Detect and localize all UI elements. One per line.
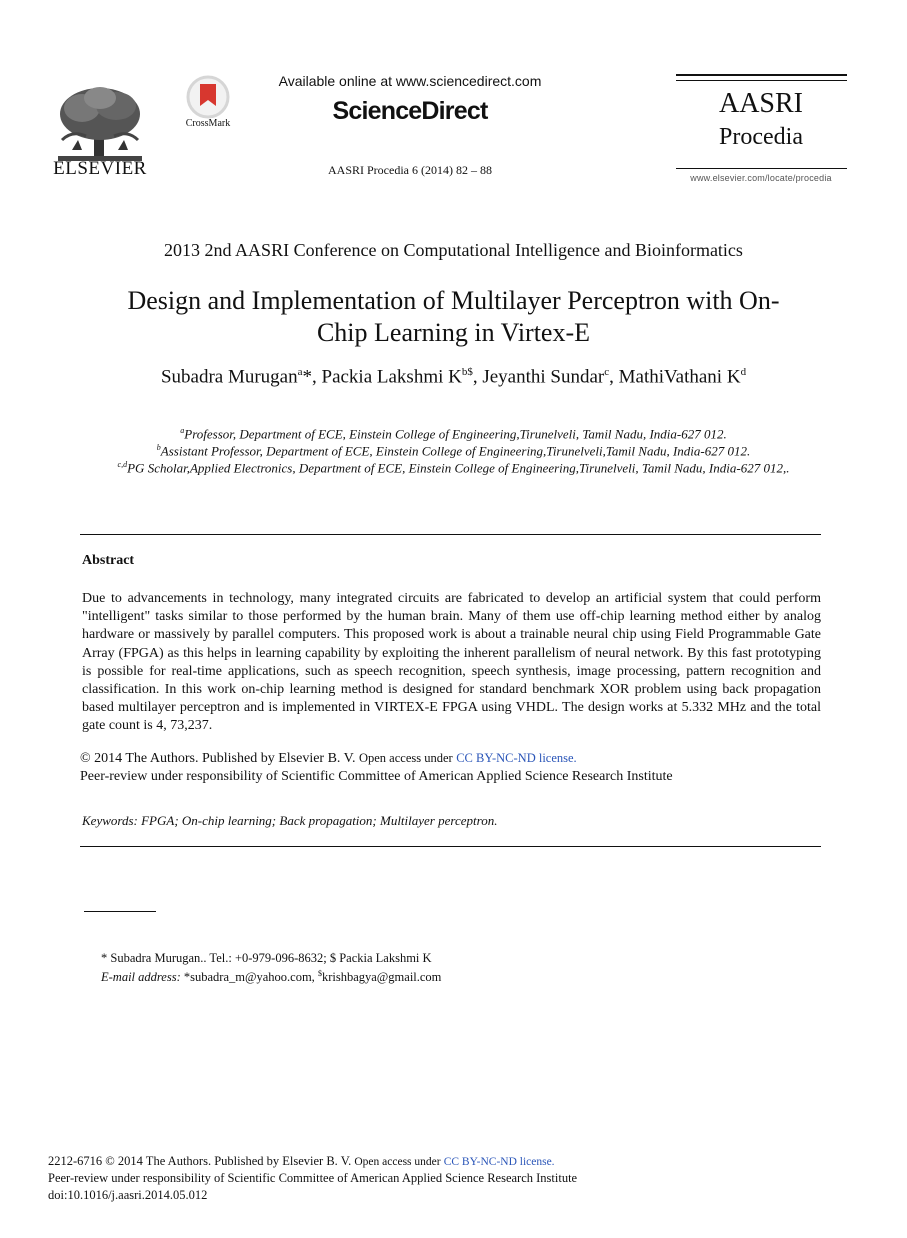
affiliation — [40, 460, 867, 476]
footnote-email — [101, 969, 441, 985]
journal-box-top-rule — [676, 74, 847, 76]
author-affiliation-mark: a — [297, 366, 303, 378]
keywords-text: FPGA; On-chip learning; Back propagation; Multilayer perceptron. — [141, 813, 498, 828]
author-affiliation-mark: b$ — [461, 366, 473, 378]
author-name: Jeyanthi Sundar — [482, 366, 605, 388]
email-address[interactable]: krishbagya@gmail.com — [321, 970, 442, 985]
crossmark-label: CrossMark — [185, 118, 231, 129]
sciencedirect-brand[interactable]: ScienceDirect — [332, 97, 488, 125]
email-mark: $ — [317, 969, 322, 978]
journal-citation: AASRI Procedia 6 (2014) 82 – 88 — [328, 163, 492, 177]
paper-title-line1: Design and Implementation of Multilayer Perceptron with On- — [127, 286, 780, 315]
paper-title-line2: Chip Learning in Virtex-E — [316, 318, 591, 347]
paper-title — [60, 285, 847, 349]
journal-name-line1: AASRI — [718, 88, 803, 119]
keywords-line — [82, 813, 497, 829]
journal-box-bottom-rule — [676, 168, 847, 169]
email-label: E-mail address: — [101, 970, 181, 985]
copyright-line — [80, 751, 577, 767]
license-link[interactable]: CC BY-NC-ND license. — [456, 751, 577, 765]
issn-line — [48, 1154, 555, 1169]
corresponding-mark: * — [302, 366, 312, 388]
issn-text: 2212-6716 © 2014 The Authors. Published by Elsevier B. V. — [48, 1154, 352, 1168]
copyright-text: © 2014 The Authors. Published by Elsevier B. V. — [80, 751, 356, 766]
affiliation — [40, 443, 867, 459]
abstract-heading: Abstract — [82, 553, 135, 568]
author-affiliation-mark: c — [604, 366, 610, 378]
journal-box-top-rule-thin — [676, 80, 847, 81]
affiliation-mark: a — [180, 426, 185, 435]
open-access-text: Open access under — [354, 1156, 441, 1168]
open-access-text: Open access under — [358, 751, 453, 765]
author-name: Packia Lakshmi K — [321, 366, 462, 388]
author-name: Subadra Murugan — [160, 366, 298, 388]
keywords-label: Keywords: — [82, 813, 138, 828]
license-link[interactable]: CC BY-NC-ND license. — [443, 1156, 555, 1168]
abstract-top-rule — [80, 534, 821, 535]
crossmark-icon — [178, 74, 238, 120]
affiliation-text: Assistant Professor, Department of ECE, Einstein College of Engineering,Tirunelveli,Tamil Nadu, India-627 012. — [160, 443, 751, 459]
doi-line[interactable]: doi:10.1016/j.aasri.2014.05.012 — [48, 1188, 208, 1202]
available-online-text: Available online at www.sciencedirect.com — [278, 73, 542, 89]
affiliation-text: Professor, Department of ECE, Einstein College of Engineering,Tirunelveli, Tamil Nadu, India-627 012. — [184, 426, 727, 442]
conference-name: 2013 2nd AASRI Conference on Computational Intelligence and Bioinformatics — [164, 240, 743, 260]
author-name: MathiVathani K — [618, 366, 741, 388]
affiliation — [40, 426, 867, 442]
author-list: Subadra Murugan$^a$*, Packia Lakshmi $K^{b\$}$, Jeyanthi Sundar$^c$, MathiVathani $K^d$ — [160, 366, 747, 388]
peer-review-footer: Peer-review under responsibility of Scientific Committee of American Applied Science Research Institute — [48, 1171, 578, 1185]
affiliation-mark: b — [156, 443, 161, 452]
affiliation-mark: c,d — [117, 460, 128, 469]
journal-name-line2: Procedia — [719, 124, 803, 150]
abstract-bottom-rule — [80, 846, 821, 847]
author-affiliation-mark: d — [740, 366, 747, 378]
peer-review-line: Peer-review under responsibility of Scientific Committee of American Applied Science Research Institute — [80, 769, 673, 784]
footnote-rule — [84, 911, 156, 912]
footnote-contact: * Subadra Murugan.. Tel.: +0-979-096-8632; $ Packia Lakshmi K — [101, 951, 432, 965]
journal-url[interactable]: www.elsevier.com/locate/procedia — [690, 173, 832, 183]
abstract-body: Due to advancements in technology, many integrated circuits are fabricated to develop an artificial system that could perform "intelligent" tasks similar to those performed by the human brain. Many of them use off-chip learning method either by analog hardware or massively by parallel computers. This proposed work is about a trainable neural chip using Field Programmable Gate Array (FPGA) as this helps in learning capability by exploiting the inherent parallelism of neural network. By this fast prototyping is possible for real-time applications, such as speech recognition, speech synthesis, image processing, pattern recognition and classification. In this work on-chip learning method is designed for standard benchmark XOR problem using back propagation based multilayer perceptron and is implemented in VIRTEX-E FPGA using VHDL. The design works at 5.332 MHz and the total gate count is 4, 73,237. — [82, 591, 821, 734]
publisher-name: ELSEVIER — [53, 158, 147, 179]
email-address[interactable]: *subadra_m@yahoo.com, — [183, 970, 315, 985]
affiliation-text: PG Scholar,Applied Electronics, Department of ECE, Einstein College of Engineering,Tirunelveli, Tamil Nadu, India-627 012,. — [127, 460, 790, 476]
crossmark-badge[interactable] — [178, 74, 238, 136]
